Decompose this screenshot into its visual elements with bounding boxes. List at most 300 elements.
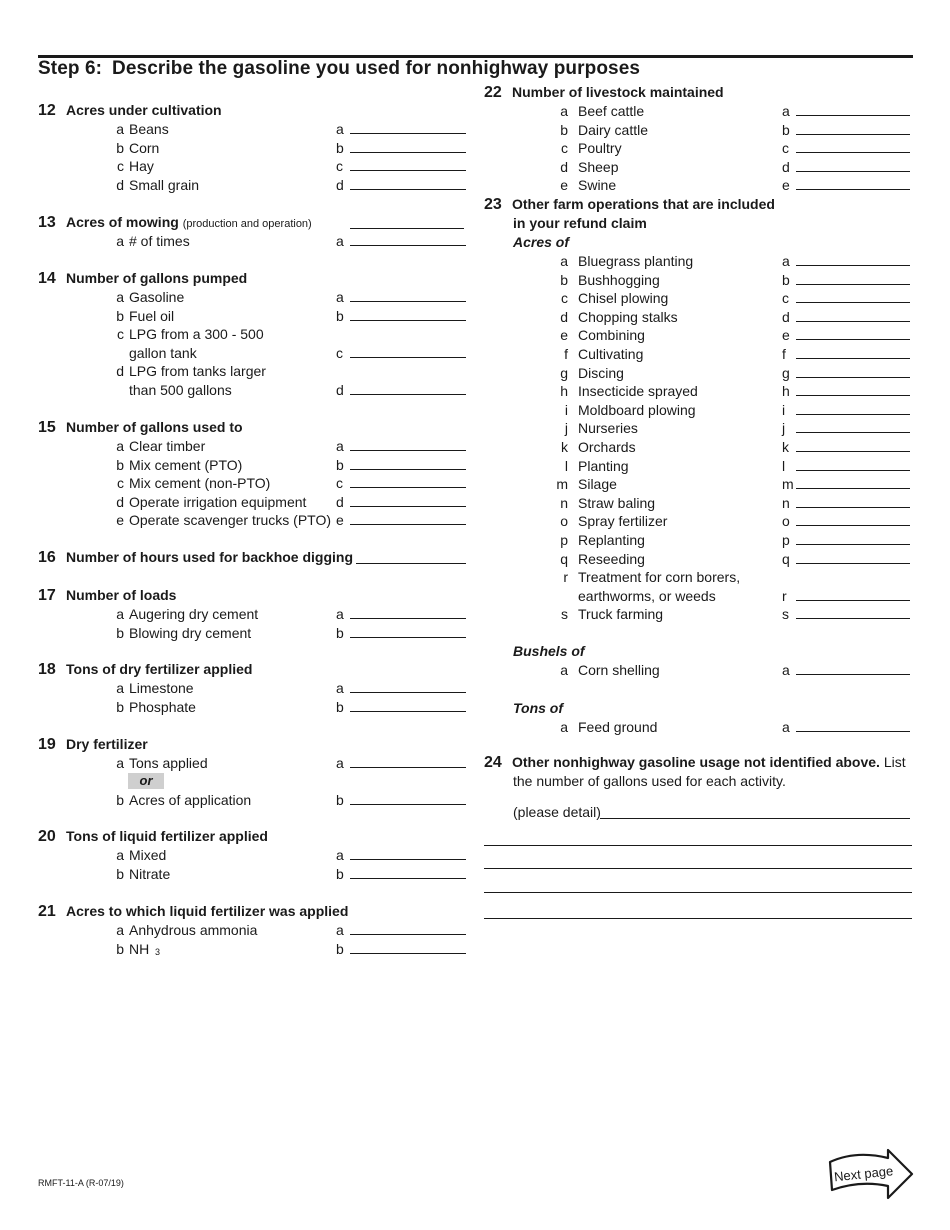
entry-field[interactable]: [336, 139, 466, 158]
entry-line[interactable]: [796, 176, 910, 190]
item-label: Silage: [578, 476, 617, 493]
item-label: Tons applied: [129, 755, 208, 771]
detail-row: [484, 803, 914, 822]
item-letter: f: [564, 345, 568, 362]
item-letter: e: [560, 327, 568, 344]
item-letter: d: [116, 363, 124, 380]
list-item: [38, 344, 470, 363]
item-letter: h: [560, 383, 568, 400]
entry-line[interactable]: [350, 921, 466, 935]
list-item: [484, 382, 914, 401]
section-number: 19: [38, 736, 56, 753]
entry-line[interactable]: [350, 139, 466, 153]
list-item: [484, 345, 914, 364]
entry-field[interactable]: [782, 512, 910, 531]
list-item: [38, 679, 470, 698]
entry-line[interactable]: [350, 846, 466, 860]
item-letter: c: [117, 475, 124, 492]
list-item: [38, 157, 470, 176]
entry-line[interactable]: [350, 232, 466, 246]
entry-line[interactable]: [350, 288, 466, 302]
entry-line[interactable]: [350, 940, 466, 954]
list-item: [38, 120, 470, 139]
entry-field[interactable]: [336, 288, 466, 307]
item-label: Mixed: [129, 847, 167, 863]
field-letter: k: [782, 438, 789, 455]
entry-line[interactable]: [796, 605, 910, 619]
entry-field[interactable]: [336, 437, 466, 456]
item-letter: c: [117, 326, 124, 343]
entry-field[interactable]: [782, 289, 910, 308]
section-number: 16: [38, 549, 56, 566]
entry-field[interactable]: [782, 419, 910, 438]
list-item: [38, 325, 470, 344]
entry-field[interactable]: [336, 474, 466, 493]
list-item: [38, 139, 470, 158]
item-label: Beef cattle: [578, 103, 645, 119]
item-letter: q: [560, 550, 568, 567]
step-label: Step 6:: [38, 58, 103, 79]
item-label: Spray fertilizer: [578, 513, 668, 530]
entry-line[interactable]: [796, 158, 910, 172]
entry-line[interactable]: [796, 345, 910, 359]
field-letter: d: [782, 308, 790, 325]
item-letter: a: [560, 253, 568, 269]
entry-field[interactable]: [782, 494, 910, 513]
entry-line[interactable]: [796, 494, 910, 508]
entry-line[interactable]: [796, 718, 910, 732]
item-label: Nitrate: [129, 865, 171, 882]
section-title: [38, 902, 470, 921]
entry-line[interactable]: [796, 587, 910, 601]
detail-entry-line[interactable]: [484, 868, 912, 869]
section-22: [484, 83, 914, 195]
section-note: (production and operation): [182, 218, 312, 230]
list-item: [484, 661, 914, 680]
item-label: Beans: [129, 121, 169, 137]
entry-line[interactable]: [350, 624, 466, 638]
list-item: [484, 512, 914, 531]
section-title: [38, 735, 470, 754]
list-item: [38, 456, 470, 475]
field-letter: a: [782, 662, 790, 679]
entry-line[interactable]: [796, 308, 910, 322]
subscript: 3: [155, 946, 161, 957]
entry-field[interactable]: [782, 308, 910, 327]
list-item: [484, 475, 914, 494]
item-label: Augering dry cement: [129, 606, 259, 622]
section-title-text: in your refund claim: [513, 215, 647, 231]
item-letter: c: [117, 158, 124, 175]
entry-line[interactable]: [350, 754, 466, 768]
field-letter: l: [782, 457, 786, 474]
section-13: [38, 213, 470, 251]
entry-field[interactable]: [336, 511, 466, 530]
list-item: [38, 698, 470, 717]
entry-line[interactable]: [350, 605, 466, 619]
entry-line[interactable]: [796, 289, 910, 303]
section-title: [484, 195, 914, 214]
field-letter: b: [336, 624, 344, 641]
item-label: than 500 gallons: [129, 381, 232, 398]
list-item: [484, 401, 914, 420]
section-18: [38, 660, 470, 716]
entry-field[interactable]: [336, 176, 466, 195]
entry-field[interactable]: [336, 679, 466, 698]
section-number: 14: [38, 270, 56, 287]
entry-line[interactable]: [796, 382, 910, 396]
entry-line[interactable]: [796, 252, 910, 266]
section-title-text: Tons of liquid fertilizer applied: [66, 828, 268, 844]
next-page-label: Next page: [833, 1163, 894, 1185]
section-title: [38, 213, 470, 232]
item-label: Chisel plowing: [578, 290, 669, 307]
entry-field[interactable]: [336, 232, 466, 251]
section-17: [38, 586, 470, 642]
section-title: [484, 83, 914, 102]
field-letter: s: [782, 606, 789, 623]
item-label: Acres of application: [129, 792, 252, 809]
item-letter: a: [116, 121, 124, 137]
field-letter: e: [336, 512, 344, 529]
item-label: LPG from tanks larger: [129, 363, 266, 380]
entry-line[interactable]: [350, 437, 466, 451]
section-title-text: Other nonhighway gasoline usage not identified above.: [512, 754, 880, 770]
section-number: 18: [38, 661, 56, 678]
entry-field[interactable]: [782, 139, 910, 158]
entry-line[interactable]: [796, 457, 910, 471]
detail-entry-line[interactable]: [484, 845, 912, 846]
item-label: Anhydrous ammonia: [129, 922, 258, 938]
item-letter: c: [561, 140, 568, 157]
field-letter: c: [336, 475, 343, 492]
field-letter: a: [782, 103, 790, 119]
section-title: [38, 269, 470, 288]
item-letter: e: [116, 512, 124, 529]
entry-field[interactable]: [782, 718, 910, 737]
item-letter: a: [560, 103, 568, 119]
entry-line[interactable]: [350, 157, 466, 171]
entry-line[interactable]: [356, 550, 466, 564]
list-item: [484, 176, 914, 195]
entry-line[interactable]: [796, 661, 910, 675]
item-label: Nurseries: [578, 420, 638, 437]
entry-field[interactable]: [336, 493, 466, 512]
list-item: [484, 252, 914, 271]
field-letter: d: [336, 381, 344, 398]
detail-entry-line[interactable]: [484, 892, 912, 893]
field-letter: b: [336, 940, 344, 957]
page-title: [38, 58, 640, 80]
entry-field[interactable]: [782, 457, 910, 476]
entry-line[interactable]: [350, 679, 466, 693]
field-letter: b: [336, 792, 344, 809]
list-item: [484, 289, 914, 308]
section-16: [38, 548, 470, 567]
section-title: [38, 660, 470, 679]
item-label: Insecticide sprayed: [578, 383, 698, 400]
field-letter: a: [336, 680, 344, 696]
section-title-text: Tons of dry fertilizer applied: [66, 661, 253, 677]
item-letter: p: [560, 531, 568, 548]
list-item: [38, 624, 470, 643]
item-label: gallon tank: [129, 344, 197, 361]
entry-field[interactable]: [782, 252, 910, 271]
section-title-text: Number of loads: [66, 587, 177, 603]
field-letter: d: [336, 493, 344, 510]
section-title-text: Number of gallons used to: [66, 419, 243, 435]
entry-field[interactable]: [336, 157, 466, 176]
list-item: [38, 791, 470, 810]
list-item: [484, 364, 914, 383]
section-title-text: Number of hours used for backhoe digging: [66, 549, 354, 565]
section-number: 20: [38, 828, 56, 845]
entry-field[interactable]: [336, 846, 466, 865]
entry-field[interactable]: [782, 401, 910, 420]
item-letter: b: [116, 307, 124, 324]
entry-field[interactable]: [782, 587, 910, 606]
entry-line[interactable]: [350, 698, 466, 712]
entry-field[interactable]: [782, 121, 910, 140]
detail-entry-line[interactable]: [600, 805, 910, 819]
entry-field[interactable]: [336, 605, 466, 624]
item-letter: e: [560, 177, 568, 194]
field-letter: b: [336, 456, 344, 473]
section-title-text: Acres to which liquid fertilizer was applied: [66, 903, 349, 919]
entry-line[interactable]: [350, 381, 466, 395]
entry-field[interactable]: [336, 307, 466, 326]
entry-field[interactable]: [782, 364, 910, 383]
field-letter: a: [336, 847, 344, 863]
entry-line[interactable]: [350, 176, 466, 190]
item-letter: d: [116, 493, 124, 510]
item-label: Chopping stalks: [578, 308, 678, 325]
item-letter: b: [116, 456, 124, 473]
entry-field[interactable]: [782, 438, 910, 457]
entry-line[interactable]: [796, 271, 910, 285]
form-code: RMFT-11-A (R-07/19): [38, 1178, 124, 1188]
entry-line[interactable]: [796, 512, 910, 526]
field-letter: i: [782, 401, 786, 418]
entry-field[interactable]: [782, 158, 910, 177]
item-letter: b: [116, 865, 124, 882]
spacer: [484, 624, 914, 643]
field-letter: g: [782, 364, 790, 381]
item-label: Phosphate: [129, 698, 196, 715]
section-23: [484, 195, 914, 736]
entry-line[interactable]: [796, 419, 910, 433]
entry-field[interactable]: [336, 921, 466, 940]
list-item: [484, 419, 914, 438]
entry-field[interactable]: [782, 605, 910, 624]
field-letter: r: [782, 587, 787, 604]
field-letter: d: [782, 158, 790, 175]
item-letter: a: [560, 662, 568, 679]
item-letter: i: [564, 401, 568, 418]
entry-line[interactable]: [796, 401, 910, 415]
entry-line[interactable]: [350, 474, 466, 488]
entry-line[interactable]: [796, 326, 910, 340]
item-label: Straw baling: [578, 494, 656, 511]
entry-line[interactable]: [350, 493, 466, 507]
field-letter: b: [336, 698, 344, 715]
entry-line[interactable]: [350, 307, 466, 321]
list-item: [38, 232, 470, 251]
entry-field[interactable]: [782, 271, 910, 290]
section-number: 22: [484, 84, 502, 101]
entry-field[interactable]: [782, 661, 910, 680]
item-letter: r: [563, 569, 568, 586]
entry-field[interactable]: [336, 791, 466, 810]
list-item: [38, 605, 470, 624]
section-21: [38, 902, 470, 958]
item-letter: l: [564, 457, 568, 474]
item-label: Bluegrass planting: [578, 253, 694, 269]
detail-entry-line[interactable]: [484, 918, 912, 919]
item-label: Mix cement (PTO): [129, 456, 243, 473]
entry-field[interactable]: [782, 345, 910, 364]
item-letter: a: [116, 606, 124, 622]
entry-line[interactable]: [350, 511, 466, 525]
field-letter: a: [336, 606, 344, 622]
field-letter: a: [336, 233, 344, 249]
field-letter: a: [336, 438, 344, 454]
item-letter: b: [116, 624, 124, 641]
item-label: Reseeding: [578, 550, 645, 567]
field-letter: b: [336, 139, 344, 156]
section-14: [38, 269, 470, 400]
item-label: Cultivating: [578, 345, 644, 362]
item-label: Gasoline: [129, 289, 185, 305]
list-item: [38, 381, 470, 400]
list-item: [484, 271, 914, 290]
section-title: [38, 101, 470, 120]
entry-line[interactable]: [796, 121, 910, 135]
item-letter: b: [116, 139, 124, 156]
entry-line[interactable]: [350, 865, 466, 879]
entry-field[interactable]: [336, 754, 466, 773]
list-item: [484, 158, 914, 177]
field-letter: q: [782, 550, 790, 567]
item-letter: m: [556, 476, 568, 493]
entry-line[interactable]: [796, 438, 910, 452]
entry-field[interactable]: [336, 865, 466, 884]
entry-line[interactable]: [796, 475, 910, 489]
item-label: # of times: [129, 233, 190, 249]
list-item: [484, 605, 914, 624]
section-title-text: Acres of mowing: [66, 214, 179, 230]
field-letter: b: [336, 865, 344, 882]
item-letter: b: [560, 271, 568, 288]
next-page-arrow-icon[interactable]: [826, 1148, 914, 1200]
item-letter: a: [116, 847, 124, 863]
entry-field[interactable]: [782, 550, 910, 569]
field-letter: c: [336, 344, 343, 361]
entry-field[interactable]: [336, 456, 466, 475]
entry-field[interactable]: [336, 344, 466, 363]
entry-field[interactable]: [336, 120, 466, 139]
list-item: [38, 176, 470, 195]
item-label: Small grain: [129, 176, 200, 193]
field-letter: o: [782, 513, 790, 530]
list-item: [38, 493, 470, 512]
list-item: [38, 307, 470, 326]
entry-field[interactable]: [782, 176, 910, 195]
field-letter: c: [782, 290, 789, 307]
item-label: Replanting: [578, 531, 645, 548]
list-item: [484, 568, 914, 587]
field-letter: e: [782, 327, 790, 344]
list-item: [38, 846, 470, 865]
entry-line[interactable]: [350, 120, 466, 134]
entry-line[interactable]: [796, 531, 910, 545]
entry-line[interactable]: [796, 364, 910, 378]
entry-field[interactable]: [782, 475, 910, 494]
entry-field[interactable]: [336, 940, 466, 959]
entry-line[interactable]: [350, 791, 466, 805]
field-letter: a: [782, 718, 790, 735]
entry-field[interactable]: [782, 382, 910, 401]
item-label: Fuel oil: [129, 307, 175, 324]
item-letter: a: [116, 438, 124, 454]
item-label: Dairy cattle: [578, 121, 649, 138]
item-letter: b: [116, 940, 124, 957]
item-label: Moldboard plowing: [578, 401, 696, 418]
section-number: 23: [484, 196, 502, 213]
item-label: Sheep: [578, 158, 619, 175]
item-label: Combining: [578, 327, 645, 344]
entry-field[interactable]: [782, 531, 910, 550]
list-item: [38, 511, 470, 530]
entry-line[interactable]: [350, 215, 464, 229]
section-number: 15: [38, 419, 56, 436]
entry-line[interactable]: [350, 456, 466, 470]
item-label: Corn shelling: [578, 662, 660, 679]
item-letter: c: [561, 290, 568, 307]
list-item: [38, 921, 470, 940]
entry-field[interactable]: [336, 381, 466, 400]
item-letter: b: [116, 792, 124, 809]
entry-line[interactable]: [796, 550, 910, 564]
entry-line[interactable]: [796, 139, 910, 153]
entry-line[interactable]: [350, 344, 466, 358]
entry-field[interactable]: [782, 326, 910, 345]
item-letter: a: [116, 922, 124, 938]
entry-field[interactable]: [336, 698, 466, 717]
list-item: [38, 940, 470, 959]
entry-line[interactable]: [796, 102, 910, 116]
list-item: [484, 121, 914, 140]
entry-field[interactable]: [336, 624, 466, 643]
list-item: [484, 308, 914, 327]
list-item: [38, 362, 470, 381]
list-item: [484, 457, 914, 476]
list-item: [484, 326, 914, 345]
item-label: earthworms, or weeds: [578, 587, 716, 604]
entry-field[interactable]: [782, 102, 910, 121]
item-label: Operate irrigation equipment: [129, 493, 307, 510]
section-number: 13: [38, 214, 56, 231]
item-label: Clear timber: [129, 438, 206, 454]
item-letter: a: [116, 680, 124, 696]
instruction-text: the number of gallons used for each activity.: [513, 773, 786, 789]
item-label: NH: [129, 940, 150, 957]
item-label: Discing: [578, 364, 624, 381]
section-title-text: Acres under cultivation: [66, 102, 222, 118]
field-letter: b: [782, 121, 790, 138]
field-letter: a: [336, 922, 344, 938]
field-letter: a: [336, 121, 344, 137]
